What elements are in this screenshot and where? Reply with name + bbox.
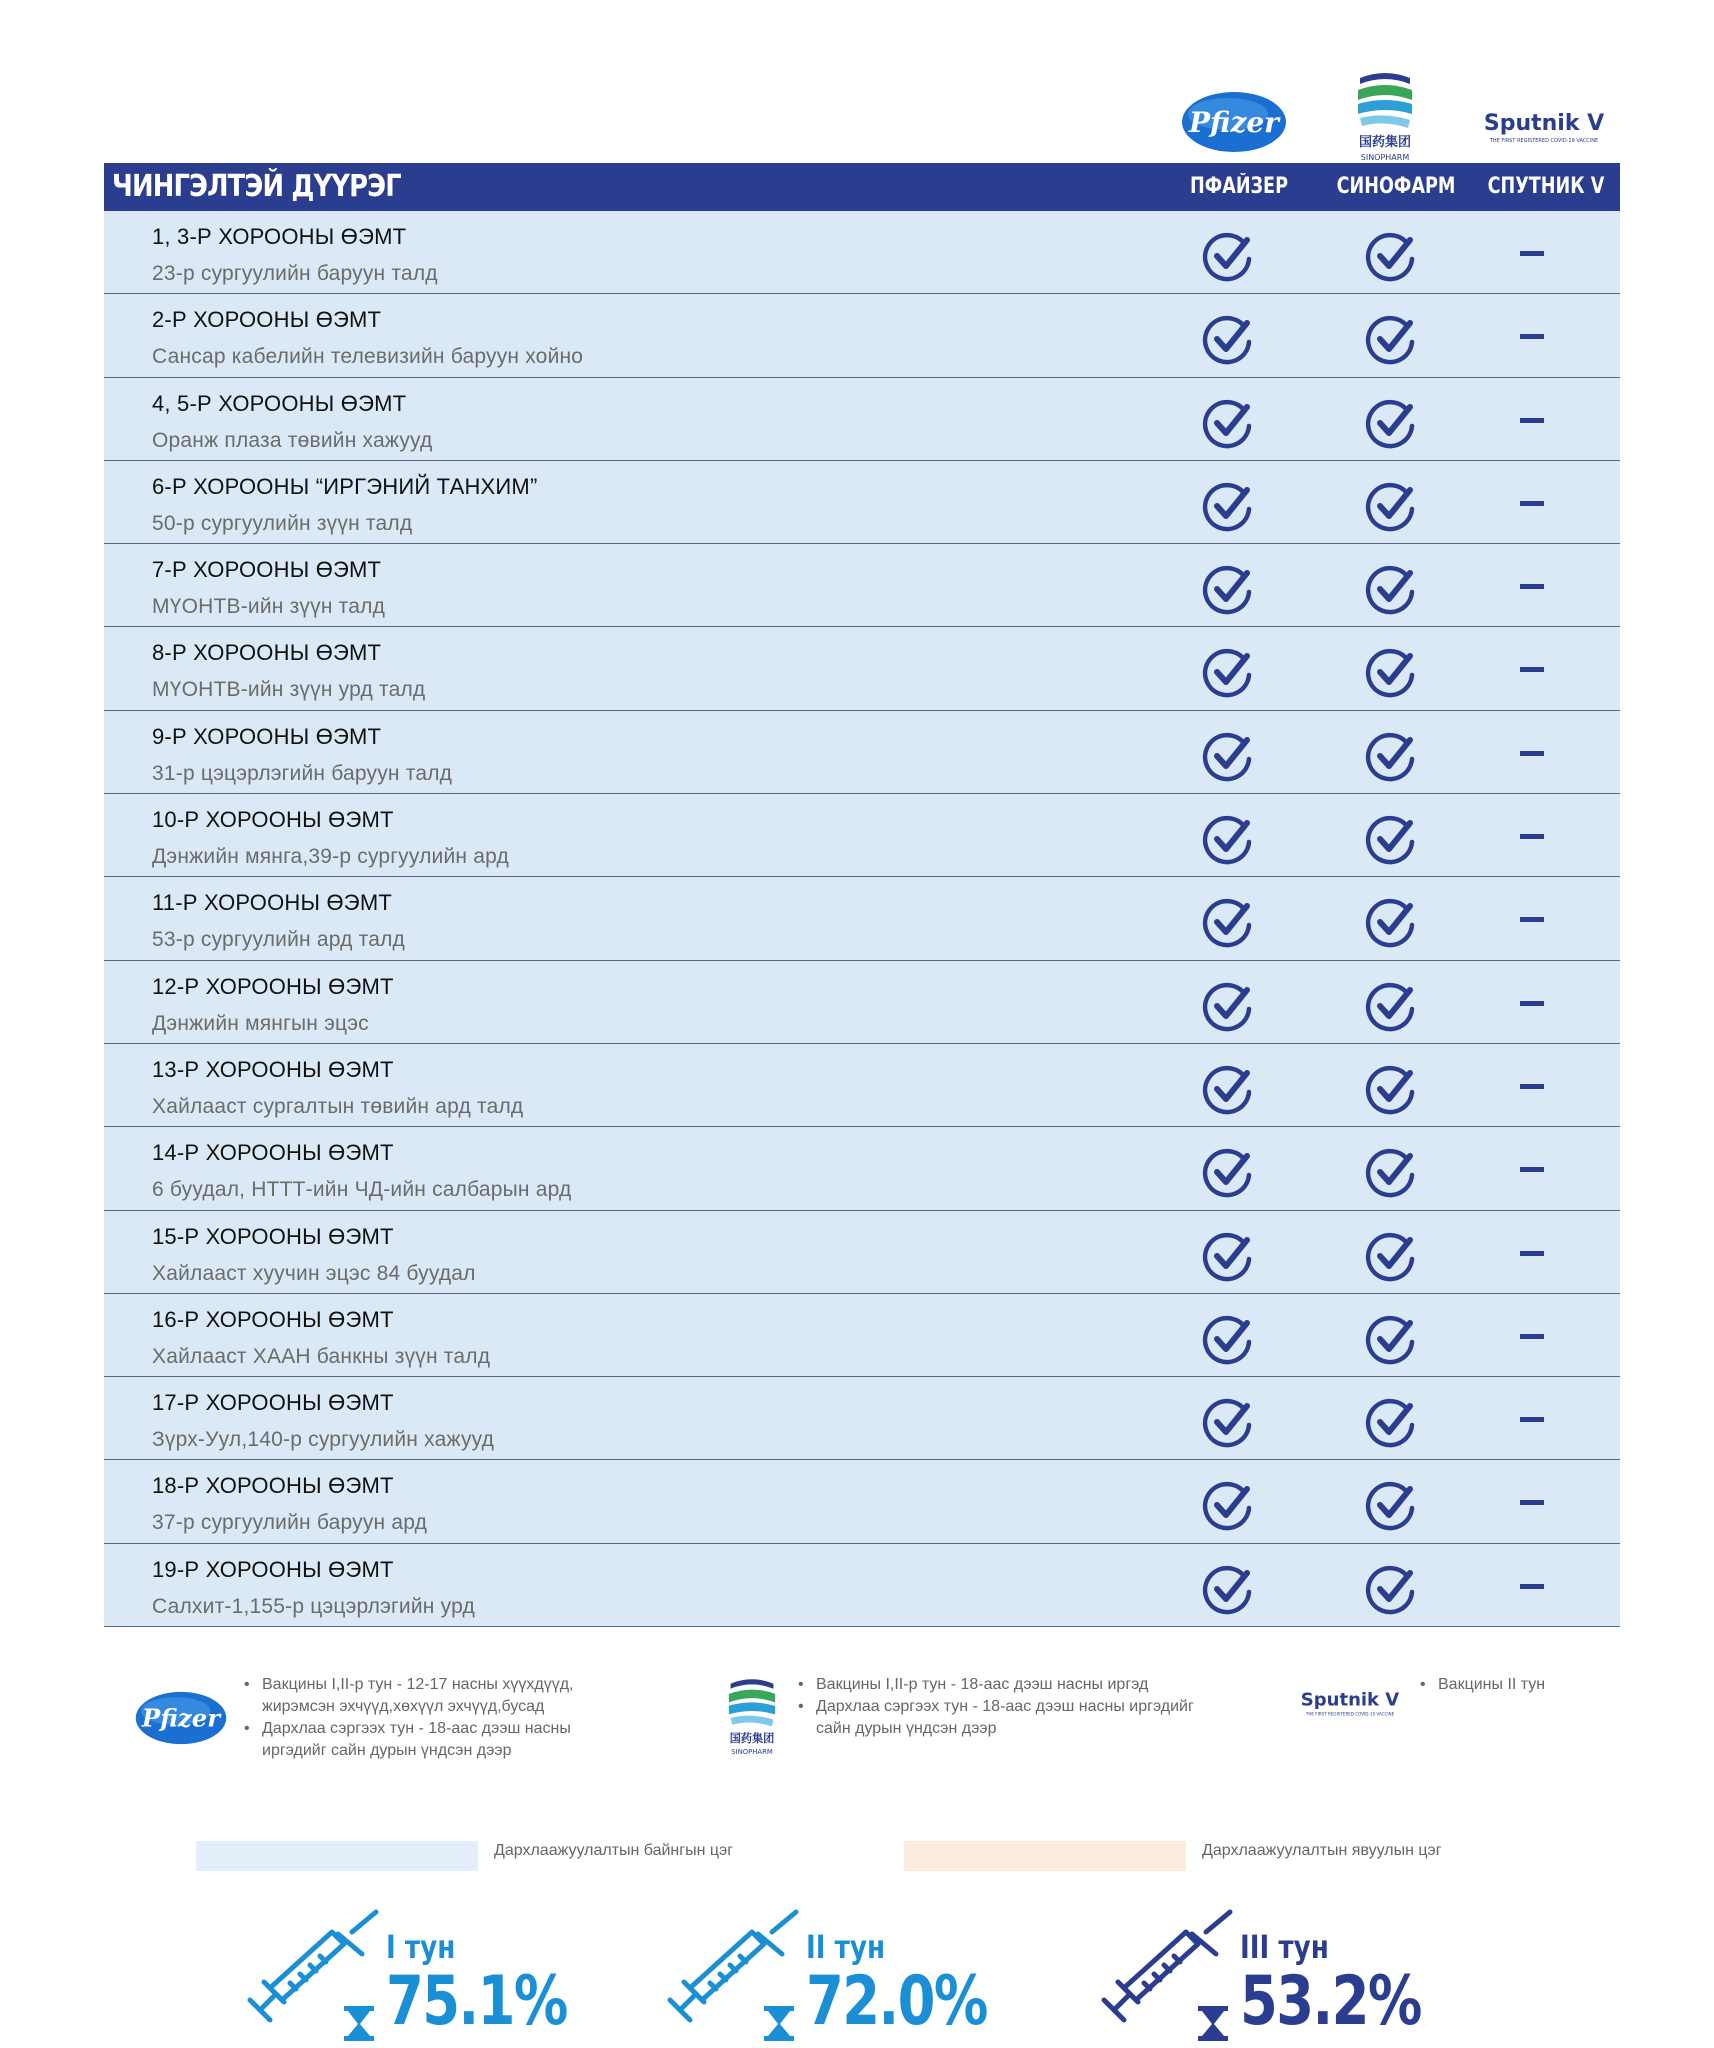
clinic-address: 50-р сургуулийн зүүн талд (152, 511, 413, 535)
check-icon (1363, 1229, 1419, 1285)
list-item: • Дархлаа сэргээх тун - 18-аас дээш насны иргэдийг сайн дурын үндсэн дээр (238, 1718, 618, 1762)
check-icon (1200, 1229, 1256, 1285)
check-icon (1363, 1562, 1419, 1618)
clinic-name: 13-Р ХОРООНЫ ӨЭМТ (152, 1056, 394, 1082)
dash-icon (1520, 574, 1550, 598)
mobile-point-label: Дархлаажуулалтын явуулын цэг (1202, 1842, 1442, 1859)
district-title: ЧИНГЭЛТЭЙ ДҮҮРЭГ (112, 169, 401, 204)
table-row (104, 1211, 1620, 1294)
table-row (104, 1294, 1620, 1377)
clinic-address: Хайлааст ХААН банкны зүүн талд (152, 1344, 491, 1368)
svg-text:国药集团: 国药集团 (1358, 135, 1412, 150)
dose-percent: 53.2% (1240, 1962, 1421, 2041)
clinic-address: Оранж плаза төвийн хажууд (152, 428, 433, 452)
list-item: • Вакцины I,II-р тун - 18-аас дээш насны иргэд (792, 1674, 1212, 1696)
check-icon (1363, 729, 1419, 785)
check-icon (1363, 562, 1419, 618)
svg-text:SINOPHARM: SINOPHARM (731, 1747, 773, 1756)
clinic-address: Сансар кабелийн телевизийн баруун хойно (152, 345, 584, 369)
svg-text:Pfizer: Pfizer (141, 1703, 221, 1733)
clinic-name: 17-Р ХОРООНЫ ӨЭМТ (152, 1390, 394, 1416)
vaccination-points-table (104, 163, 1620, 1627)
dash-icon (1520, 741, 1550, 765)
check-icon (1200, 729, 1256, 785)
check-icon (1200, 1562, 1256, 1618)
dash-icon (1520, 324, 1550, 348)
table-row (104, 294, 1620, 377)
check-icon (1200, 1062, 1256, 1118)
dash-icon (1520, 1407, 1550, 1431)
table-row (104, 1127, 1620, 1210)
table-row (104, 461, 1620, 544)
table-row (104, 711, 1620, 794)
table-row (104, 627, 1620, 710)
dose-label: I тун (386, 1928, 456, 1966)
pfizer-legend-list (238, 1674, 618, 1762)
table-row (104, 211, 1620, 294)
column-sputnik: СПУТНИК V (1487, 174, 1605, 199)
table-row (104, 378, 1620, 461)
list-item: • Вакцины I,II-р тун - 12-17 насны хүүхдүүд, жирэмсэн эхчүүд,хөхүүл эхчүүд,бусад (238, 1674, 618, 1718)
check-icon (1363, 812, 1419, 868)
dash-icon (1520, 1490, 1550, 1514)
fixed-point-swatch (196, 1841, 478, 1871)
column-sinopharm: СИНОФАРМ (1336, 174, 1456, 199)
clinic-address: МҮОНТВ-ийн зүүн талд (152, 595, 386, 619)
sputnik-logo (1300, 1686, 1400, 1722)
dash-icon (1520, 491, 1550, 515)
svg-text:Sputnik V: Sputnik V (1300, 1689, 1400, 1711)
table-row (104, 1460, 1620, 1543)
clinic-name: 12-Р ХОРООНЫ ӨЭМТ (152, 973, 394, 999)
table-row (104, 961, 1620, 1044)
table-row (104, 544, 1620, 627)
dash-icon (1520, 657, 1550, 681)
svg-text:Sputnik V: Sputnik V (1484, 111, 1604, 136)
syringe-hourglass-icon (240, 1908, 400, 2042)
dash-icon (1520, 1157, 1550, 1181)
table-row (104, 794, 1620, 877)
clinic-name: 19-Р ХОРООНЫ ӨЭМТ (152, 1556, 394, 1582)
vaccine-logos (0, 60, 1714, 160)
clinic-name: 11-Р ХОРООНЫ ӨЭМТ (152, 890, 392, 916)
clinic-address: МҮОНТВ-ийн зүүн урд талд (152, 678, 426, 702)
column-pfizer: ПФАЙЗЕР (1190, 174, 1288, 199)
clinic-address: Зүрх-Уул,140-р сургуулийн хажууд (152, 1428, 495, 1452)
clinic-name: 4, 5-Р ХОРООНЫ ӨЭМТ (152, 390, 407, 416)
table-row (104, 1377, 1620, 1460)
clinic-address: 53-р сургуулийн ард талд (152, 928, 405, 952)
svg-text:THE FIRST REGISTERED COVID-19: THE FIRST REGISTERED COVID-19 VACCINE (1489, 138, 1599, 144)
check-icon (1200, 562, 1256, 618)
check-icon (1200, 1145, 1256, 1201)
svg-text:THE FIRST REGISTERED COVID-19: THE FIRST REGISTERED COVID-19 VACCINE (1305, 1711, 1395, 1717)
check-icon (1363, 895, 1419, 951)
check-icon (1363, 312, 1419, 368)
check-icon (1200, 396, 1256, 452)
mobile-point-swatch (904, 1841, 1186, 1871)
check-icon (1200, 979, 1256, 1035)
check-icon (1363, 1062, 1419, 1118)
clinic-name: 6-Р ХОРООНЫ “ИРГЭНИЙ ТАНХИМ” (152, 473, 538, 499)
check-icon (1200, 645, 1256, 701)
clinic-address: 37-р сургуулийн баруун ард (152, 1511, 428, 1535)
dash-icon (1520, 1241, 1550, 1265)
dash-icon (1520, 1074, 1550, 1098)
clinic-name: 16-Р ХОРООНЫ ӨЭМТ (152, 1306, 394, 1332)
clinic-address: Дэнжийн мянгын эцэс (152, 1011, 369, 1035)
dash-icon (1520, 408, 1550, 432)
check-icon (1200, 229, 1256, 285)
dose-label: II тун (806, 1928, 886, 1966)
check-icon (1363, 645, 1419, 701)
syringe-hourglass-icon (660, 1908, 820, 2042)
clinic-name: 9-Р ХОРООНЫ ӨЭМТ (152, 723, 382, 749)
table-row (104, 1544, 1620, 1627)
check-icon (1200, 812, 1256, 868)
pfizer-logo (134, 1690, 228, 1746)
dash-icon (1520, 907, 1550, 931)
check-icon (1363, 1395, 1419, 1451)
check-icon (1363, 229, 1419, 285)
dash-icon (1520, 991, 1550, 1015)
vaccine-legend (0, 1670, 1714, 1780)
dose-label: III тун (1240, 1928, 1329, 1966)
clinic-name: 15-Р ХОРООНЫ ӨЭМТ (152, 1223, 394, 1249)
list-item: • Дархлаа сэргээх тун - 18-аас дээш насны иргэдийг сайн дурын үндсэн дээр (792, 1696, 1212, 1740)
sinopharm-logo (722, 1676, 782, 1758)
clinic-address: Дэнжийн мянга,39-р сургуулийн ард (152, 845, 509, 869)
svg-text:国药集团: 国药集团 (729, 1731, 775, 1745)
table-body (104, 211, 1620, 1627)
dose-percent: 75.1% (386, 1962, 567, 2041)
svg-text:Pfizer: Pfizer (1189, 106, 1279, 139)
check-icon (1363, 479, 1419, 535)
dose-percent: 72.0% (806, 1962, 987, 2041)
table-row (104, 877, 1620, 960)
check-icon (1363, 1145, 1419, 1201)
clinic-name: 10-Р ХОРООНЫ ӨЭМТ (152, 807, 394, 833)
dash-icon (1520, 824, 1550, 848)
clinic-address: 23-р сургуулийн баруун талд (152, 262, 438, 285)
check-icon (1200, 479, 1256, 535)
svg-text:SINOPHARM: SINOPHARM (1360, 153, 1410, 162)
sputnik-logo (1484, 106, 1604, 150)
fixed-point-label: Дархлаажуулалтын байнгын цэг (494, 1842, 734, 1859)
syringe-hourglass-icon (1094, 1908, 1254, 2042)
clinic-address: 6 буудал, НТТТ-ийн ЧД-ийн салбарын ард (152, 1178, 572, 1202)
table-header (104, 163, 1620, 211)
clinic-address: Хайлааст хуучин эцэс 84 буудал (152, 1261, 476, 1285)
sinopharm-legend-list (792, 1674, 1212, 1740)
check-icon (1363, 979, 1419, 1035)
clinic-address: 31-р цэцэрлэгийн баруун талд (152, 761, 453, 785)
clinic-name: 1, 3-Р ХОРООНЫ ӨЭМТ (152, 224, 407, 249)
sputnik-legend-list (1414, 1674, 1614, 1696)
check-icon (1363, 1478, 1419, 1534)
dash-icon (1520, 1574, 1550, 1598)
check-icon (1200, 1395, 1256, 1451)
check-icon (1363, 396, 1419, 452)
check-icon (1200, 1312, 1256, 1368)
sinopharm-logo (1350, 70, 1420, 164)
clinic-name: 18-Р ХОРООНЫ ӨЭМТ (152, 1473, 394, 1499)
clinic-address: Салхит-1,155-р цэцэрлэгийн урд (152, 1594, 475, 1618)
check-icon (1200, 895, 1256, 951)
dash-icon (1520, 241, 1550, 265)
check-icon (1200, 312, 1256, 368)
clinic-name: 8-Р ХОРООНЫ ӨЭМТ (152, 640, 382, 666)
check-icon (1363, 1312, 1419, 1368)
clinic-name: 2-Р ХОРООНЫ ӨЭМТ (152, 307, 382, 333)
table-row (104, 1044, 1620, 1127)
clinic-address: Хайлааст сургалтын төвийн ард талд (152, 1094, 524, 1118)
dash-icon (1520, 1324, 1550, 1348)
clinic-name: 7-Р ХОРООНЫ ӨЭМТ (152, 557, 382, 583)
clinic-name: 14-Р ХОРООНЫ ӨЭМТ (152, 1140, 394, 1166)
list-item: • Вакцины II тун (1414, 1674, 1614, 1696)
check-icon (1200, 1478, 1256, 1534)
pfizer-logo (1180, 90, 1288, 154)
